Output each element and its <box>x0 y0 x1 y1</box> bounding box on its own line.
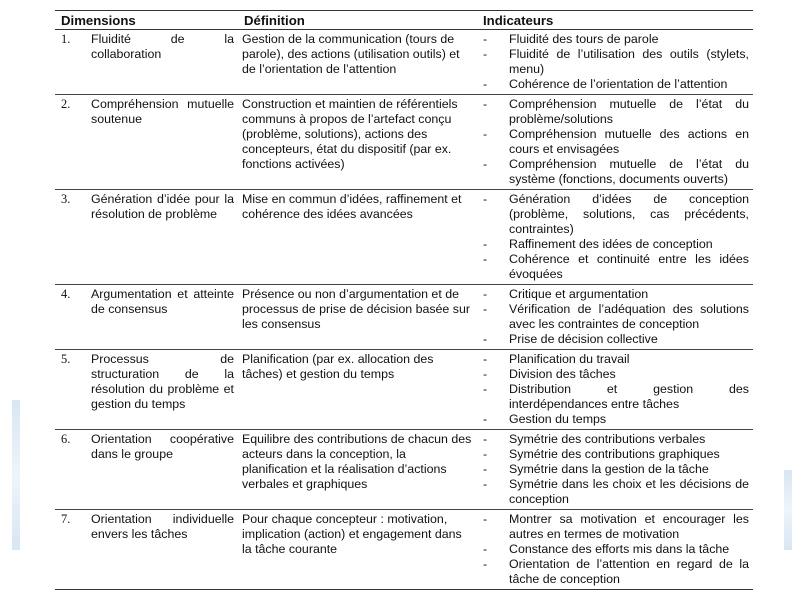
indicator-text: Compréhension mutuelle des actions en cours et envisagées <box>509 127 749 156</box>
definition-cell: Pour chaque concepteur : motivation, implication (action) et engagement dans la tâche courante <box>238 510 477 590</box>
dimension-number: 4. <box>61 287 71 301</box>
indicator-list <box>481 192 749 282</box>
dimension-name: Argumentation et atteinte de consensus <box>91 287 234 316</box>
definition-cell: Gestion de la communication (tours de parole), des actions (utilisation outils) et de l’orientation de l’attention <box>238 30 477 95</box>
indicator-list <box>481 97 749 187</box>
indicator-item <box>481 557 749 587</box>
indicator-item <box>481 237 749 252</box>
table-row <box>55 350 753 430</box>
bullet-dash: - <box>483 77 488 91</box>
bullet-dash: - <box>483 47 488 61</box>
dimension-number: 1. <box>61 32 71 46</box>
indicator-item <box>481 382 749 412</box>
indicator-item <box>481 462 749 477</box>
bullet-dash: - <box>483 557 488 571</box>
dimension-number: 7. <box>61 512 71 526</box>
indicator-text: Symétrie des contributions verbales <box>509 432 706 446</box>
indicator-text: Planification du travail <box>509 352 630 366</box>
indicator-text: Fluidité de l’utilisation des outils (stylets, menu) <box>509 47 749 76</box>
definition-cell: Construction et maintien de référentiels communs à propos de l’artefact conçu (problème, solutions), actions des concepteurs, état du dispositif (par ex. fonctions activées) <box>238 95 477 190</box>
bullet-dash: - <box>483 302 488 316</box>
indicator-item <box>481 367 749 382</box>
bullet-dash: - <box>483 287 488 301</box>
indicator-list <box>481 352 749 427</box>
indicator-text: Distribution et gestion des interdépendances entre tâches <box>509 382 749 411</box>
bullet-dash: - <box>483 412 488 426</box>
indicator-text: Cohérence de l’orientation de l’attention <box>509 77 728 91</box>
decorative-stripe-right <box>784 470 792 550</box>
indicator-text: Division des tâches <box>509 367 616 381</box>
bullet-dash: - <box>483 542 488 556</box>
dimension-name: Compréhension mutuelle soutenue <box>91 97 234 126</box>
indicator-item <box>481 77 749 92</box>
bullet-dash: - <box>483 127 488 141</box>
indicator-item <box>481 412 749 427</box>
dimension-cell <box>55 350 238 430</box>
indicator-text: Critique et argumentation <box>509 287 649 301</box>
indicator-item <box>481 447 749 462</box>
dimension-number: 6. <box>61 432 71 446</box>
header-indicators: Indicateurs <box>477 11 753 30</box>
indicator-item <box>481 47 749 77</box>
bullet-dash: - <box>483 97 488 111</box>
bullet-dash: - <box>483 32 488 46</box>
indicator-item <box>481 32 749 47</box>
indicator-item <box>481 192 749 237</box>
indicator-list <box>481 432 749 507</box>
indicator-text: Compréhension mutuelle de l’état du problème/solutions <box>509 97 749 126</box>
indicator-text: Symétrie des contributions graphiques <box>509 447 720 461</box>
indicator-text: Compréhension mutuelle de l’état du système (fonctions, documents ouverts) <box>509 157 749 186</box>
definition-cell: Planification (par ex. allocation des tâches) et gestion du temps <box>238 350 477 430</box>
dimension-name: Orientation coopérative dans le groupe <box>91 432 234 461</box>
indicators-cell <box>477 190 753 285</box>
indicator-text: Constance des efforts mis dans la tâche <box>509 542 730 556</box>
table-row <box>55 285 753 350</box>
indicator-text: Vérification de l’adéquation des solutions avec les contraintes de conception <box>509 302 749 331</box>
indicator-item <box>481 432 749 447</box>
bullet-dash: - <box>483 157 488 171</box>
indicator-text: Symétrie dans la gestion de la tâche <box>509 462 709 476</box>
dimension-name: Génération d’idée pour la résolution de problème <box>91 192 234 221</box>
bullet-dash: - <box>483 447 488 461</box>
indicator-item <box>481 477 749 507</box>
header-row <box>55 11 753 30</box>
indicator-text: Orientation de l’attention en regard de la tâche de conception <box>509 557 749 586</box>
dimension-cell <box>55 510 238 590</box>
indicator-text: Génération d’idées de conception (problème, solutions, cas précédents, contraintes) <box>509 192 749 236</box>
bullet-dash: - <box>483 367 488 381</box>
indicators-cell <box>477 285 753 350</box>
indicator-item <box>481 287 749 302</box>
header-definition: Définition <box>238 11 477 30</box>
bullet-dash: - <box>483 462 488 476</box>
indicators-cell <box>477 30 753 95</box>
dimension-cell <box>55 285 238 350</box>
indicator-item <box>481 512 749 542</box>
bullet-dash: - <box>483 192 488 206</box>
dimension-number: 2. <box>61 97 71 111</box>
bullet-dash: - <box>483 237 488 251</box>
indicators-cell <box>477 430 753 510</box>
dimension-name: Orientation individuelle envers les tâches <box>91 512 234 541</box>
indicators-cell <box>477 510 753 590</box>
indicator-item <box>481 542 749 557</box>
bullet-dash: - <box>483 432 488 446</box>
definition-cell: Mise en commun d’idées, raffinement et cohérence des idées avancées <box>238 190 477 285</box>
indicator-text: Fluidité des tours de parole <box>509 32 659 46</box>
decorative-stripe-left <box>12 400 20 550</box>
indicator-list <box>481 32 749 92</box>
indicator-text: Raffinement des idées de conception <box>509 237 713 251</box>
table-row <box>55 430 753 510</box>
indicator-text: Gestion du temps <box>509 412 607 426</box>
indicator-text: Cohérence et continuité entre les idées évoquées <box>509 252 749 281</box>
dimension-cell <box>55 430 238 510</box>
indicator-text: Montrer sa motivation et encourager les autres en termes de motivation <box>509 512 749 541</box>
table-row <box>55 190 753 285</box>
indicators-cell <box>477 350 753 430</box>
bullet-dash: - <box>483 512 488 526</box>
indicator-item <box>481 352 749 367</box>
dimension-name: Fluidité de la collaboration <box>91 32 234 61</box>
indicator-list <box>481 512 749 587</box>
dimension-number: 3. <box>61 192 71 206</box>
dimension-name: Processus de structuration de la résolution du problème et gestion du temps <box>91 352 234 411</box>
indicator-item <box>481 157 749 187</box>
bullet-dash: - <box>483 252 488 266</box>
indicator-item <box>481 332 749 347</box>
indicator-text: Symétrie dans les choix et les décisions de conception <box>509 477 749 506</box>
header-dimensions: Dimensions <box>55 11 238 30</box>
collaboration-dimensions-table <box>55 10 753 590</box>
indicator-list <box>481 287 749 347</box>
definition-cell: Présence ou non d’argumentation et de processus de prise de décision basée sur les consensus <box>238 285 477 350</box>
dimension-cell <box>55 95 238 190</box>
indicator-item <box>481 97 749 127</box>
indicator-item <box>481 302 749 332</box>
indicator-item <box>481 252 749 282</box>
bullet-dash: - <box>483 477 488 491</box>
bullet-dash: - <box>483 332 488 346</box>
indicator-item <box>481 127 749 157</box>
table-row <box>55 510 753 590</box>
indicator-text: Prise de décision collective <box>509 332 658 346</box>
dimension-cell <box>55 30 238 95</box>
table-row <box>55 30 753 95</box>
bullet-dash: - <box>483 352 488 366</box>
dimension-number: 5. <box>61 352 71 366</box>
table-row <box>55 95 753 190</box>
bullet-dash: - <box>483 382 488 396</box>
indicators-cell <box>477 95 753 190</box>
dimension-cell <box>55 190 238 285</box>
definition-cell: Equilibre des contributions de chacun des acteurs dans la conception, la planification et la réalisation d’actions verbales et graphiques <box>238 430 477 510</box>
